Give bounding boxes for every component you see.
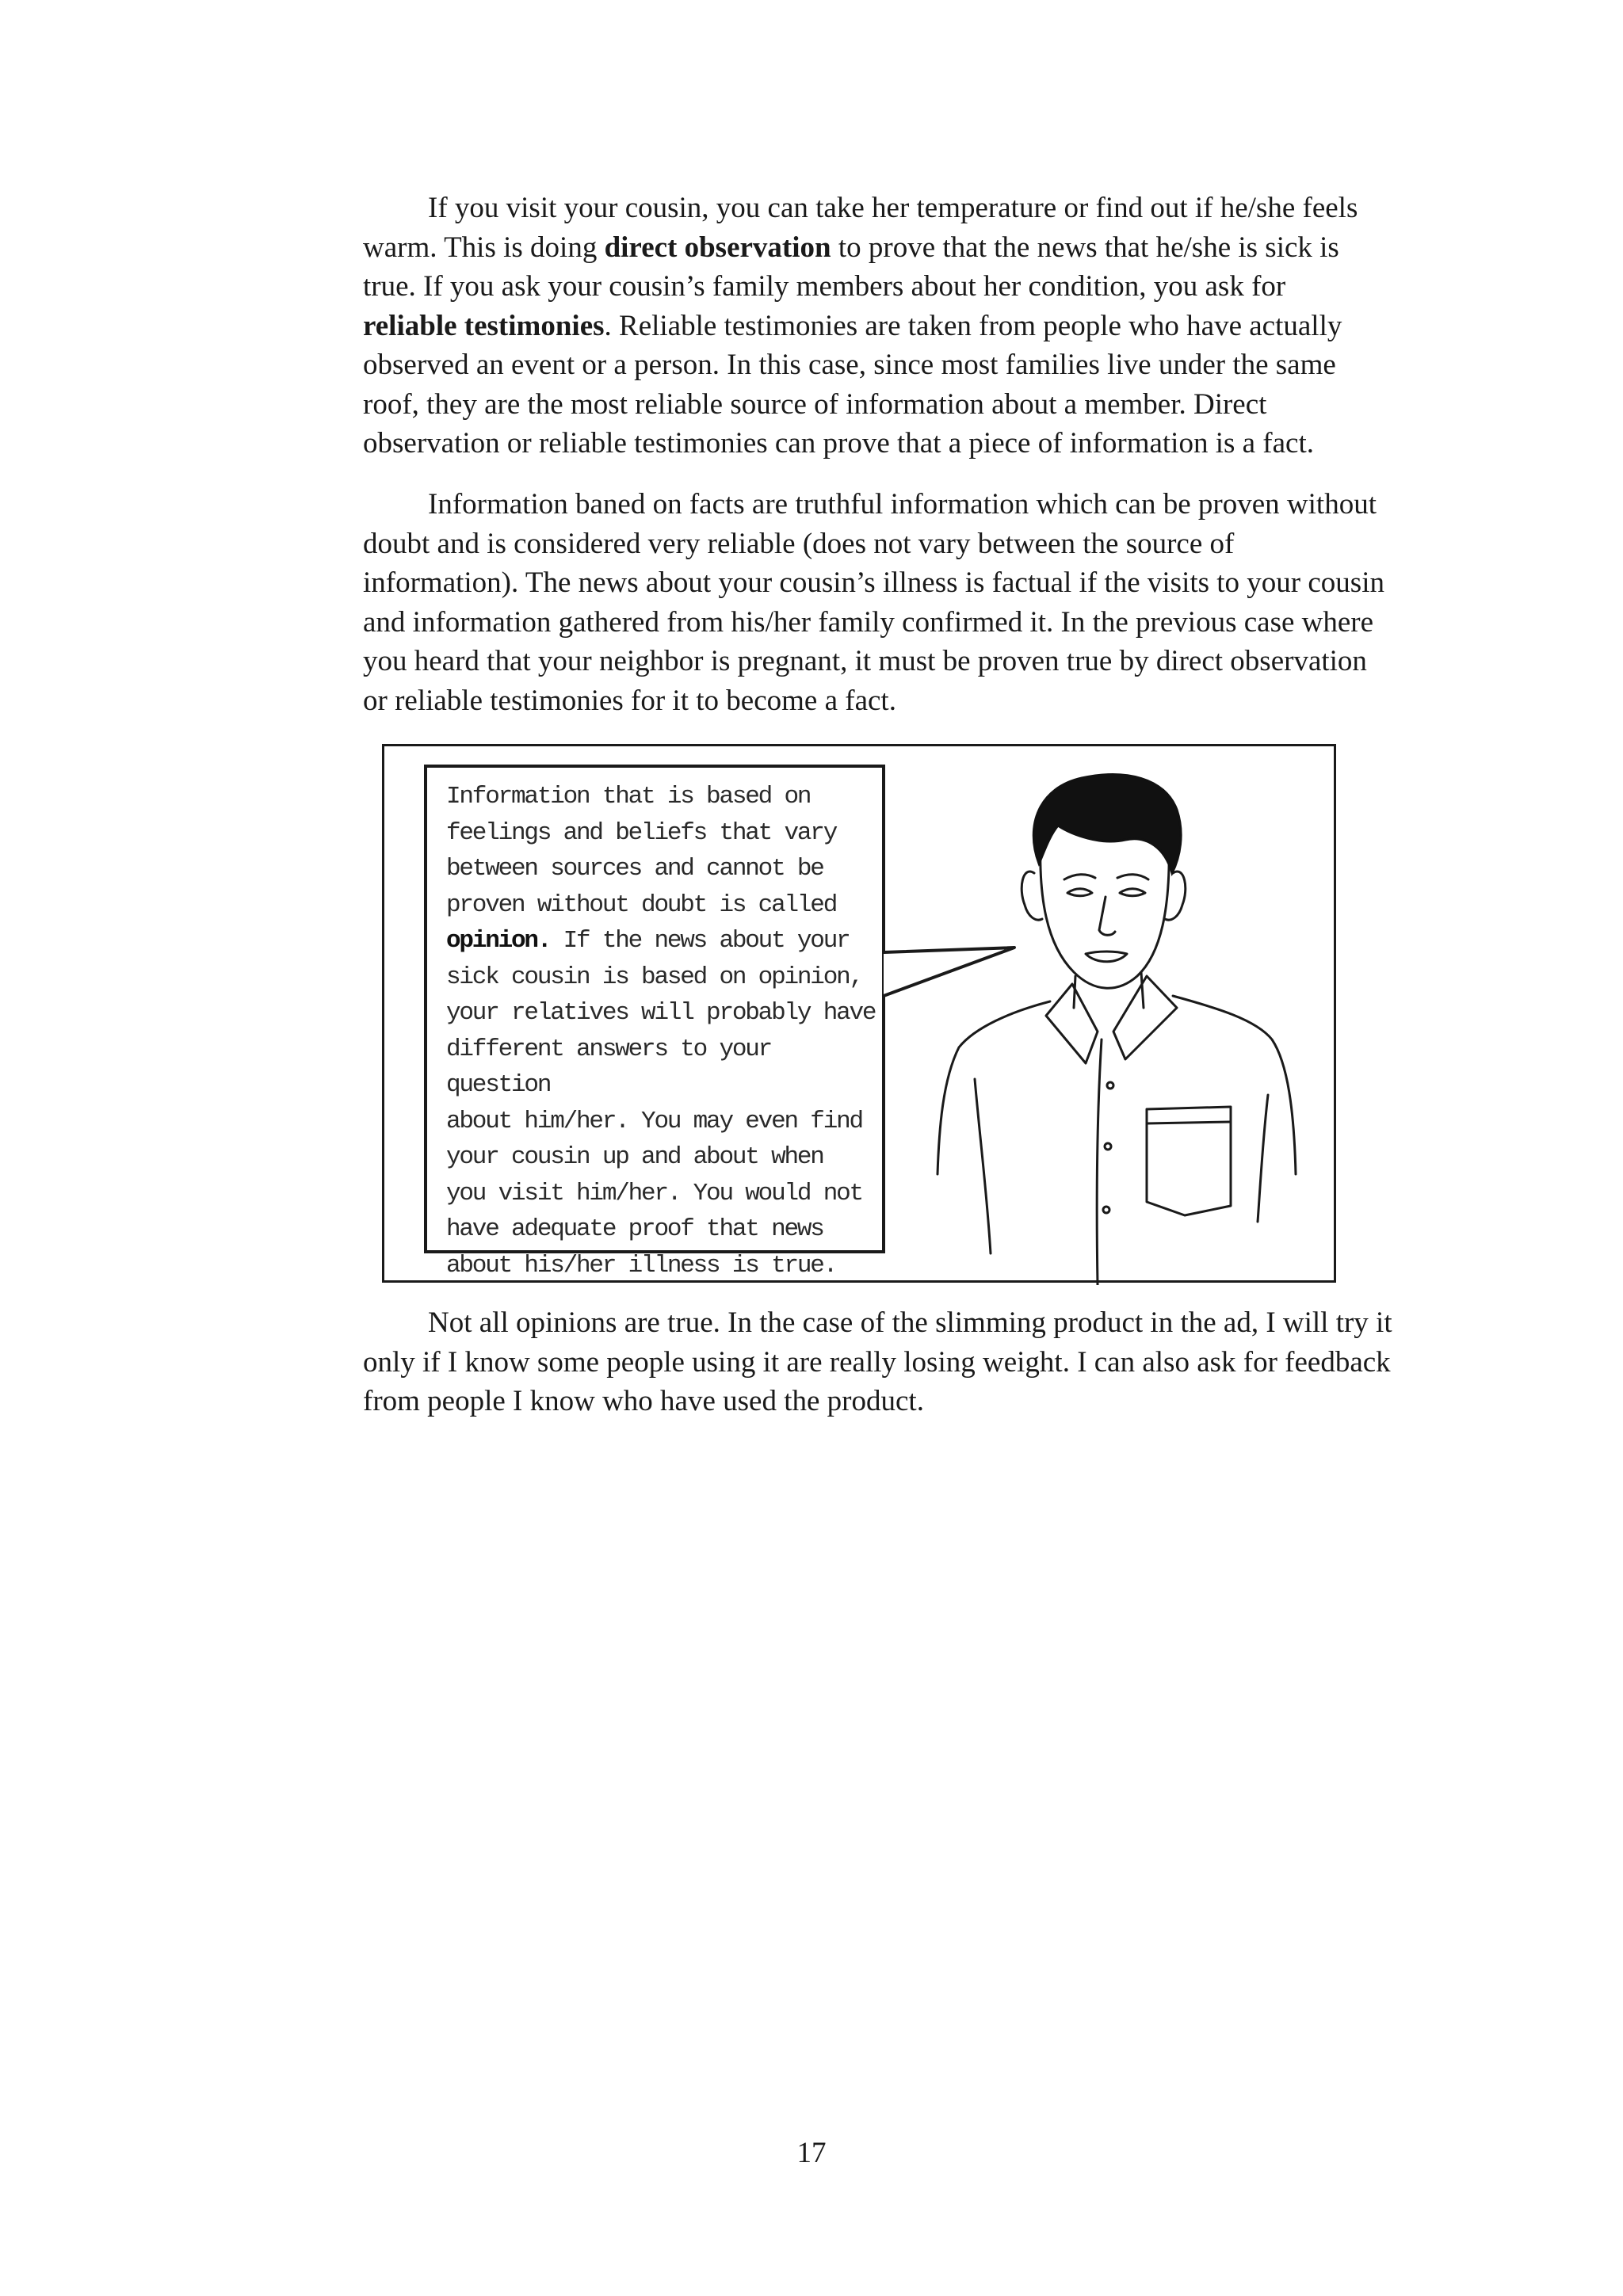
paragraph-direct-observation [363,189,1433,463]
collar-left [1046,984,1098,1063]
right-eye [1120,889,1145,896]
left-shoulder [938,1001,1050,1174]
left-eyebrow [1064,875,1095,879]
text-run: to prove that the news that he/she is sick is true. If you ask your cousin’s family members about her condition, you ask for [363,231,1339,303]
neck-left [1074,976,1075,1008]
right-eyebrow [1117,875,1148,879]
text-run: Information that is based on feelings and beliefs that vary between sources and cannot be proven without doubt is called [446,783,837,919]
text-run: Not all opinions are true. In the case of the slimming product in the ad, I will try it only if I know some people using it are really losing weight. I can also ask for feedback from people I know who have used the product. [363,1306,1392,1417]
nose [1099,897,1115,935]
paragraph-text [363,485,1433,720]
speech-bubble [424,765,885,1280]
right-ear [1165,871,1186,920]
shirt-button [1105,1143,1111,1150]
right-arm-line [1258,1095,1268,1222]
speech-bubble-pointer [884,948,1014,996]
speech-bubble-text [446,779,882,1283]
text-run: If the news about your sick cousin is based on opinion, your relatives will probably have different answers to your question about him/her. You may even find your cousin up and about when you visit him/her. You would not have adequate proof that news about his/her illness is true. [446,927,876,1280]
neck-right [1141,972,1144,1008]
text-run: . Reliable testimonies are taken from people who have actually observed an event or a person. In this case, since most families live under the same roof, they are the most reliable source of information about a member. Direct observation or reliable testimonies can prove that a piece of information is a fact. [363,309,1342,460]
paragraph-facts [363,485,1433,720]
right-shoulder [1173,996,1296,1174]
paragraph-text [363,1303,1433,1421]
hair [1033,775,1181,873]
shirt-placket [1097,1039,1102,1285]
shirt-button [1103,1207,1109,1213]
emphasized-term: opinion. [446,927,551,955]
paragraph-text [363,189,1433,463]
emphasized-term: direct observation [604,231,831,264]
shirt-button [1107,1082,1113,1089]
page-number: 17 [796,2137,827,2169]
left-eye [1067,889,1092,896]
face-outline [1041,841,1169,988]
text-run: If you visit your cousin, you can take her temperature or find out if he/she feels warm. This is doing [363,192,1358,264]
shirt-pocket [1147,1107,1231,1215]
paragraph-opinions [363,1303,1433,1421]
opinion-illustration-box [382,744,1336,1283]
left-ear [1022,871,1042,920]
mouth [1086,952,1127,962]
pocket-flap [1147,1122,1231,1123]
emphasized-term: reliable testimonies [363,309,605,342]
text-run: Information baned on facts are truthful information which can be proven without doubt and is considered very reliable (does not vary between the source of information). The news about your cousin’s illness is factual if the visits to your cousin and information gathered from his/her family confirmed it. In the previous case where you heard that your neighbor is pregnant, it must be proven true by direct observation or reliable testimonies for it to become a fact. [363,488,1384,717]
left-arm-line [975,1079,991,1253]
collar-right [1113,976,1177,1059]
